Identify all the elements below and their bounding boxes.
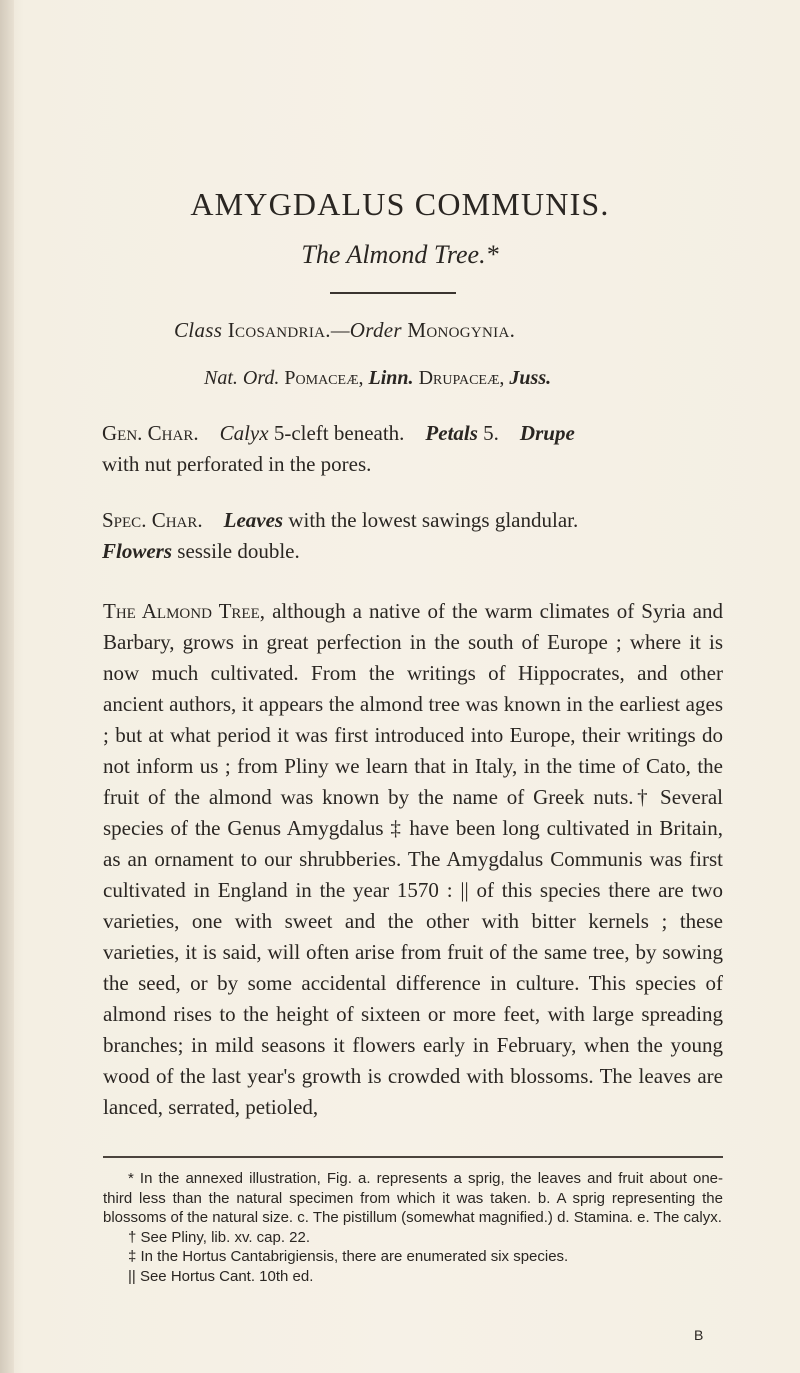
order-value: Monogynia. bbox=[407, 318, 516, 342]
footnotes bbox=[103, 1169, 723, 1286]
specific-character bbox=[102, 505, 722, 567]
nat-author-1: Linn. bbox=[368, 367, 414, 389]
flowers-label: Flowers bbox=[102, 539, 173, 563]
body-text: although a native of the warm climates of Syria and Barbary, grows in great perfection in the south of Europe ; where it is now much cultivated. From the writings of Hippocrates, and other ancient authors, it appears the almond tree was known in the earliest ages ; but at what period it was first introduced into Europe, their writings do not inform us ; from Pliny we learn that in Italy, in the time of Cato, the fruit of the almond was known by the name of Greek nuts.† Several species of the Genus Amygdalus ‡ have been long cultivated in Britain, as an ornament to our shrubberies. The Amygdalus Communis was first cultivated in England in the year 1570 : || of this species there are two varieties, one with sweet and the other with bitter kernels ; these varieties, it is said, will often arise from fruit of the same tree, by sowing the seed, or by some accidental difference in culture. This species of almond rises to the height of sixteen or more feet, with large spreading branches; in mild seasons it flowers early in February, when the young wood of the last year's growth is crowded with blossoms. The leaves are lanced, serrated, petioled, bbox=[103, 599, 723, 1119]
page-title: AMYGDALUS COMMUNIS. bbox=[190, 186, 610, 222]
petals-text: 5. bbox=[483, 421, 499, 445]
signature-mark: B bbox=[694, 1327, 704, 1343]
body-paragraph bbox=[103, 596, 723, 1123]
natural-order-line bbox=[204, 367, 724, 390]
gen-char-continuation: with nut perforated in the pores. bbox=[102, 452, 372, 476]
footnote-rule bbox=[103, 1156, 723, 1158]
classification-line bbox=[174, 318, 694, 343]
calyx-label: Calyx bbox=[219, 421, 269, 445]
page-subtitle: The Almond Tree.* bbox=[301, 240, 499, 269]
footnote-1: * In the annexed illustration, Fig. a. represents a sprig, the leaves and fruit about one-third less than the natural specimen from which it was taken. b. A sprig representing the blossoms of the natural size. c. The pistillum (somewhat magnified.) d. Stamina. e. The calyx. bbox=[103, 1170, 723, 1226]
leaves-label: Leaves bbox=[223, 508, 284, 532]
flowers-text: sessile double. bbox=[177, 539, 300, 563]
leaves-text: with the lowest sawings glandular. bbox=[288, 508, 579, 532]
class-label: Class bbox=[174, 318, 223, 342]
drupe-label: Drupe bbox=[519, 421, 575, 445]
nat-value-1: Pomaceæ, bbox=[284, 367, 364, 389]
generic-character bbox=[102, 418, 722, 480]
calyx-text: 5-cleft beneath. bbox=[273, 421, 405, 445]
footnote-4: || See Hortus Cant. 10th ed. bbox=[128, 1267, 314, 1285]
lead-in: The Almond Tree, bbox=[103, 599, 266, 623]
nat-value-2: Drupaceæ, bbox=[418, 367, 505, 389]
order-label: —Order bbox=[330, 318, 402, 342]
header-rule bbox=[330, 292, 456, 294]
footnote-3: ‡ In the Hortus Cantabrigiensis, there are enumerated six species. bbox=[128, 1248, 569, 1265]
footnote-2: † See Pliny, lib. xv. cap. 22. bbox=[128, 1228, 311, 1246]
main-paragraph bbox=[103, 596, 723, 1123]
petals-label: Petals bbox=[425, 421, 478, 445]
gen-char-label: Gen. Char. bbox=[102, 421, 199, 445]
spec-char-label: Spec. Char. bbox=[102, 508, 203, 532]
nat-author-2: Juss. bbox=[509, 367, 552, 389]
nat-label: Nat. Ord. bbox=[204, 367, 280, 389]
class-value: Icosandria. bbox=[227, 318, 331, 342]
